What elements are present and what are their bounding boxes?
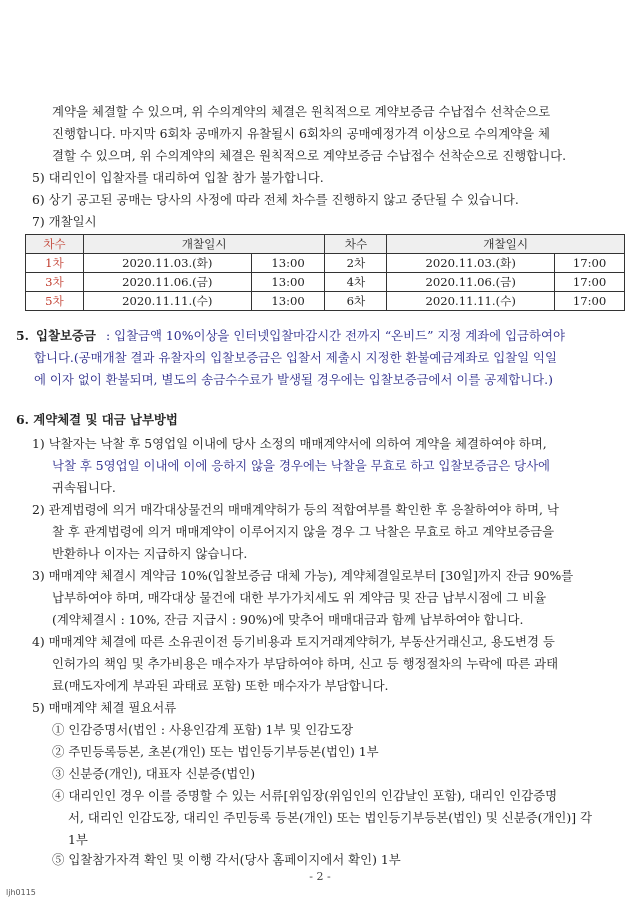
required-doc-4-line-1: ④ 대리인인 경우 이를 증명할 수 있는 서류[위임장(위임인의 인감날인 포함), 대리인 인감증명 bbox=[52, 788, 558, 803]
contract-p2-line-1: 2) 관계법령에 의거 매각대상물건의 매매계약허가 등의 적합여부를 확인한 후 응찰하여야 하며, 낙 bbox=[32, 502, 559, 517]
item-7: 7) 개찰일시 bbox=[32, 214, 97, 229]
date-cell: 2020.11.06.(금) bbox=[387, 273, 555, 292]
contract-p3-line-3: (계약체결시 : 10%, 잔금 지급시 : 90%)에 맞추어 매매대금과 함께 납부하여야 합니다. bbox=[52, 612, 524, 627]
contract-p5: 5) 매매계약 체결 필요서류 bbox=[32, 700, 177, 715]
header-date-2: 개찰일시 bbox=[387, 235, 625, 254]
time-cell: 13:00 bbox=[251, 292, 325, 311]
required-doc-4-line-3: 1부 bbox=[68, 832, 88, 847]
deposit-line-3: 에 이자 없이 환불되며, 별도의 송금수수료가 발생될 경우에는 입찰보증금에서 이를 공제합니다.) bbox=[34, 372, 553, 387]
contract-p1-line-2: 낙찰 후 5영업일 이내에 이에 응하지 않을 경우에는 낙찰을 무효로 하고 입찰보증금은 당사에 bbox=[52, 458, 551, 473]
date-cell: 2020.11.03.(화) bbox=[387, 254, 555, 273]
document-id: ljh0115 bbox=[6, 888, 36, 897]
table-row bbox=[26, 254, 625, 273]
contract-p2-line-3: 반환하나 이자는 지급하지 않습니다. bbox=[52, 546, 248, 561]
round-cell: 1차 bbox=[26, 254, 84, 273]
required-doc-4-line-2: 서, 대리인 인감도장, 대리인 주민등록 등본(개인) 또는 법인등기부등본(법인) 및 신분증(개인)] 각 bbox=[68, 810, 592, 825]
time-cell: 17:00 bbox=[555, 254, 625, 273]
deposit-title: 입찰보증금 bbox=[36, 328, 96, 343]
round-cell: 4차 bbox=[325, 273, 387, 292]
contract-p4-line-3: 료(매도자에게 부과된 과태료 포함) 또한 매수자가 부담합니다. bbox=[52, 678, 389, 693]
round-cell: 6차 bbox=[325, 292, 387, 311]
required-doc-3: ③ 신분증(개인), 대표자 신분증(법인) bbox=[52, 766, 256, 781]
contract-p3-line-1: 3) 매매계약 체결시 계약금 10%(입찰보증금 대체 가능), 계약체결일로부터 [30일]까지 잔금 90%를 bbox=[32, 568, 574, 583]
deposit-line-2: 합니다.(공매개찰 결과 유찰자의 입찰보증금은 입찰서 제출시 지정한 환불예금계좌로 입찰일 익일 bbox=[34, 350, 557, 365]
contract-p1-line-1: 1) 낙찰자는 낙찰 후 5영업일 이내에 당사 소정의 매매계약서에 의하여 계약을 체결하여야 하며, bbox=[32, 436, 547, 451]
date-cell: 2020.11.03.(화) bbox=[83, 254, 251, 273]
table-row bbox=[26, 292, 625, 311]
intro-line-3: 결할 수 있으며, 위 수의계약의 체결은 원칙적으로 계약보증금 수납접수 선착순으로 진행합니다. bbox=[52, 148, 567, 163]
contract-p4-line-2: 인허가의 책임 및 추가비용은 매수자가 부담하여야 하며, 신고 등 행정절차의 누락에 따른 과태 bbox=[52, 656, 559, 671]
required-doc-5: ⑤ 입찰참가자격 확인 및 이행 각서(당사 홈페이지에서 확인) 1부 bbox=[52, 852, 401, 867]
contract-p4-line-1: 4) 매매계약 체결에 따른 소유권이전 등기비용과 토지거래계약허가, 부동산거래신고, 용도변경 등 bbox=[32, 634, 555, 649]
deposit-line-1: : 입찰금액 10%이상을 인터넷입찰마감시간 전까지 “온비드” 지정 계좌에 입금하여야 bbox=[106, 328, 565, 343]
schedule-header-row bbox=[26, 235, 625, 254]
header-date-1: 개찰일시 bbox=[83, 235, 325, 254]
round-cell: 5차 bbox=[26, 292, 84, 311]
contract-p3-line-2: 납부하여야 하며, 매각대상 물건에 대한 부가가치세도 위 계약금 및 잔금 납부시점에 그 비율 bbox=[52, 590, 547, 605]
header-round-1: 차수 bbox=[26, 235, 84, 254]
page-number: - 2 - bbox=[309, 870, 331, 883]
time-cell: 17:00 bbox=[555, 292, 625, 311]
header-round-2: 차수 bbox=[325, 235, 387, 254]
table-row bbox=[26, 273, 625, 292]
item-5: 5) 대리인이 입찰자를 대리하여 입찰 참가 불가합니다. bbox=[32, 170, 324, 185]
required-doc-1: ① 인감증명서(법인 : 사용인감계 포함) 1부 및 인감도장 bbox=[52, 722, 354, 737]
date-cell: 2020.11.06.(금) bbox=[83, 273, 251, 292]
date-cell: 2020.11.11.(수) bbox=[387, 292, 555, 311]
deposit-number: 5. bbox=[16, 328, 29, 343]
item-6: 6) 상기 공고된 공매는 당사의 사정에 따라 전체 차수를 진행하지 않고 중단될 수 있습니다. bbox=[32, 192, 519, 207]
required-doc-2: ② 주민등록등본, 초본(개인) 또는 법인등기부등본(법인) 1부 bbox=[52, 744, 379, 759]
date-cell: 2020.11.11.(수) bbox=[83, 292, 251, 311]
intro-line-1: 계약을 체결할 수 있으며, 위 수의계약의 체결은 원칙적으로 계약보증금 수납접수 선착순으로 bbox=[52, 104, 551, 119]
time-cell: 17:00 bbox=[555, 273, 625, 292]
round-cell: 2차 bbox=[325, 254, 387, 273]
contract-p1-line-3: 귀속됩니다. bbox=[52, 480, 116, 495]
time-cell: 13:00 bbox=[251, 254, 325, 273]
intro-line-2: 진행합니다. 마지막 6회차 공매까지 유찰될시 6회차의 공매예정가격 이상으로 수의계약을 체 bbox=[52, 126, 551, 141]
schedule-table bbox=[25, 234, 625, 311]
contract-p2-line-2: 찰 후 관계법령에 의거 매매계약이 이루어지지 않을 경우 그 낙찰은 무효로 하고 계약보증금을 bbox=[52, 524, 555, 539]
time-cell: 13:00 bbox=[251, 273, 325, 292]
round-cell: 3차 bbox=[26, 273, 84, 292]
contract-title: 6. 계약체결 및 대금 납부방법 bbox=[16, 412, 178, 427]
